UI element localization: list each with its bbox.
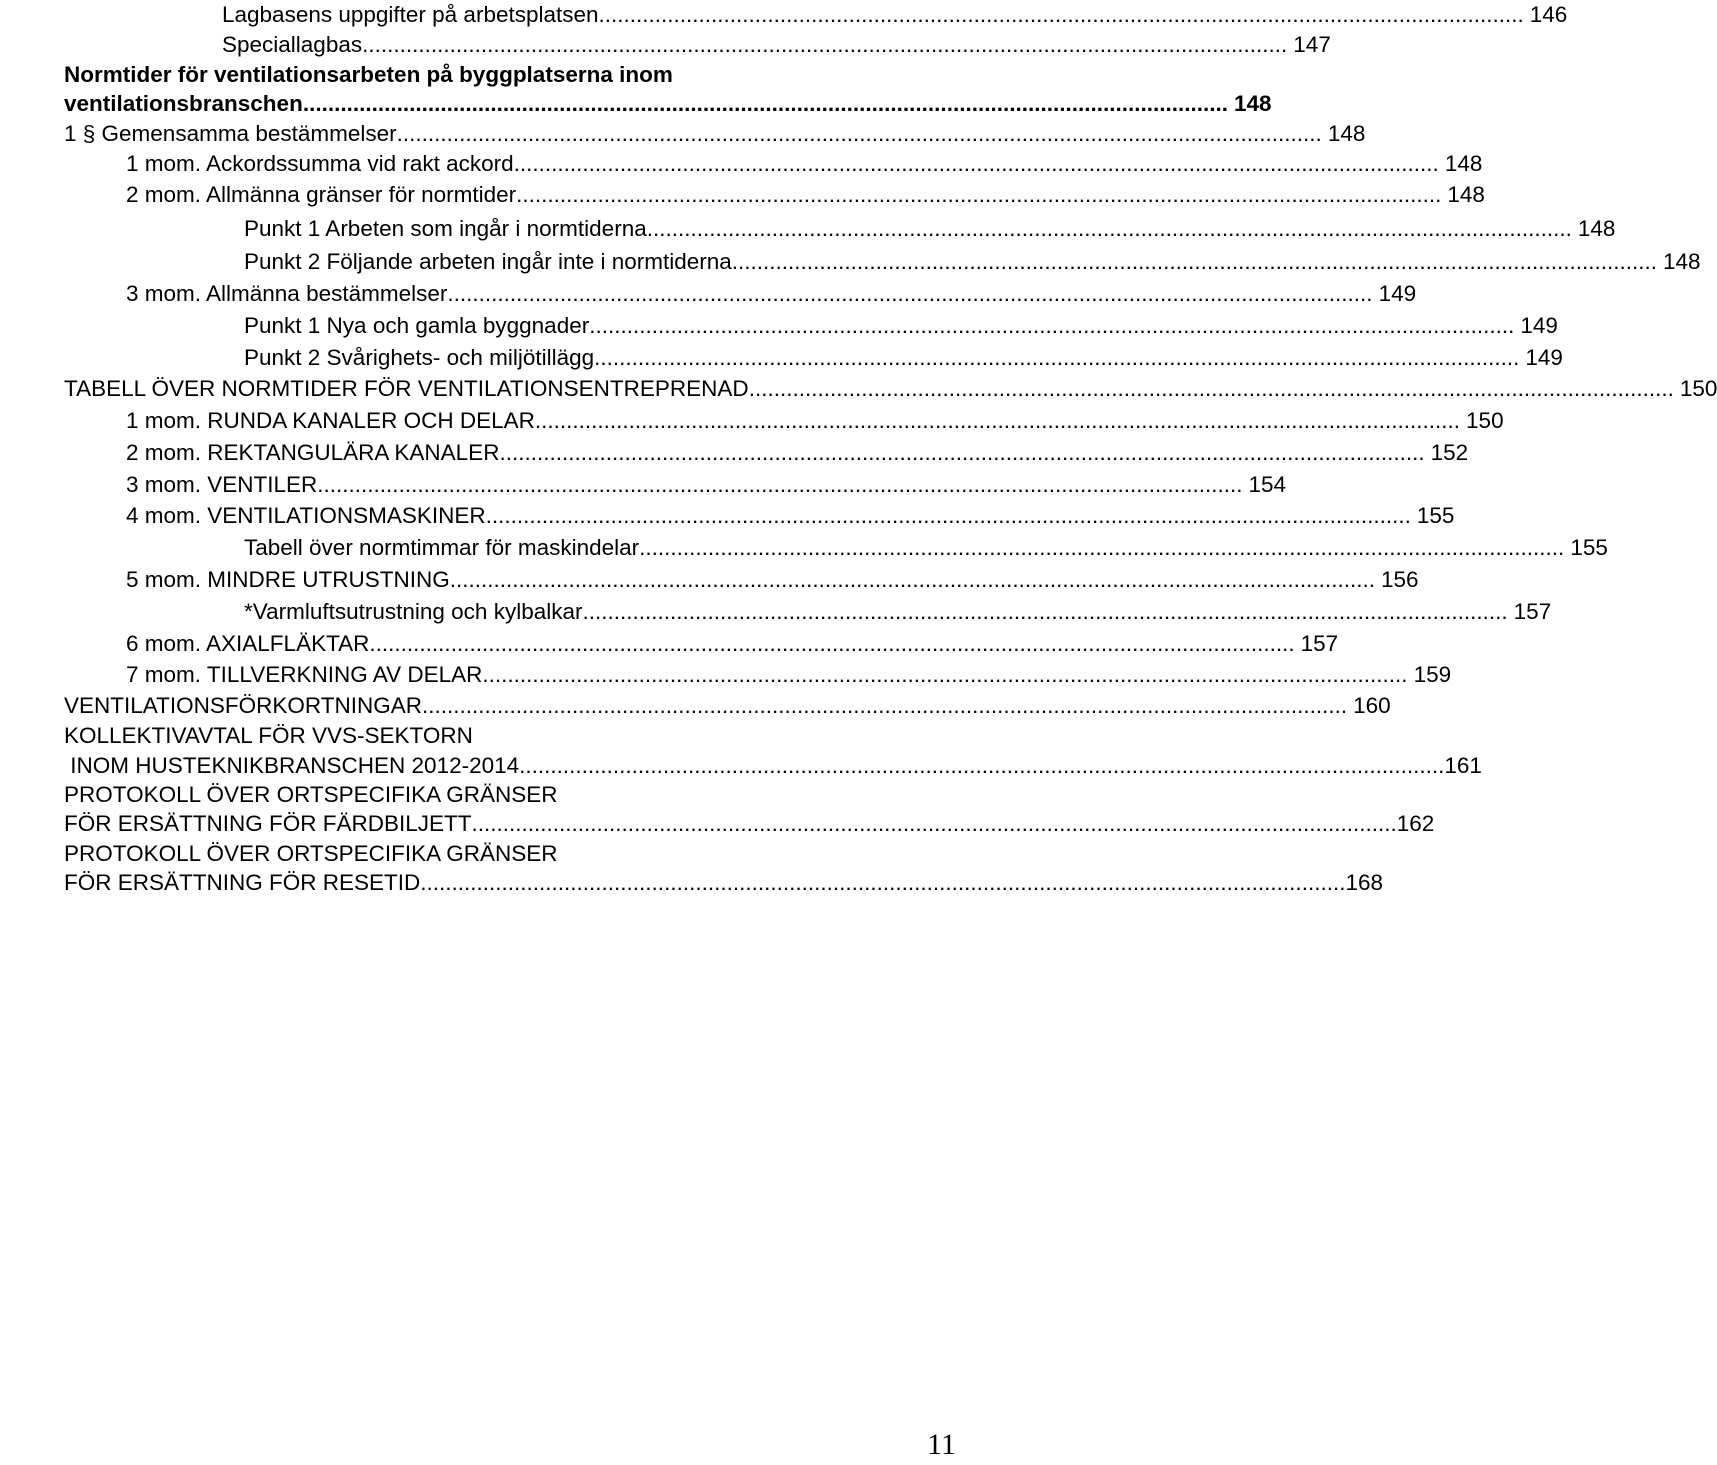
dot-leader: .................................................................................................................................................... xyxy=(639,535,1565,560)
toc-heading-text: PROTOKOLL ÖVER ORTSPECIFIKA GRÄNSER xyxy=(64,841,558,866)
toc-entry-page: 148 xyxy=(1327,121,1366,146)
toc-entry[interactable] xyxy=(0,691,1391,721)
toc-entry-page: 148 xyxy=(1444,151,1483,176)
dot-leader: .................................................................................................................................................... xyxy=(369,631,1295,656)
toc-entry-title: 4 mom. VENTILATIONSMASKINER xyxy=(126,503,486,528)
toc-entry-title: 1 § Gemensamma bestämmelser xyxy=(64,121,397,146)
toc-entry[interactable] xyxy=(0,565,1419,595)
toc-entry[interactable] xyxy=(0,438,1469,468)
toc-entry-title: Punkt 2 Svårighets- och miljötillägg xyxy=(244,345,595,370)
toc-entry[interactable] xyxy=(0,406,1504,436)
toc-entry-page: 157 xyxy=(1300,631,1339,656)
toc-entry-page: 155 xyxy=(1570,535,1608,560)
toc-heading-text: Normtider för ventilationsarbeten på byggplatserna inom xyxy=(64,62,673,87)
toc-entry[interactable] xyxy=(0,809,1435,839)
toc-entry-title: Lagbasens uppgifter på arbetsplatsen xyxy=(222,2,599,27)
dot-leader: .................................................................................................................................................... xyxy=(582,599,1508,624)
toc-entry-title: TABELL ÖVER NORMTIDER FÖR VENTILATIONSENTREPRENAD xyxy=(64,376,749,401)
toc-entry-page: 150 xyxy=(1679,376,1717,401)
toc-entry-page: 160 xyxy=(1353,693,1391,718)
toc-entry[interactable] xyxy=(0,533,1608,563)
dot-leader: .................................................................................................................................................... xyxy=(317,472,1243,497)
toc-entry[interactable] xyxy=(0,89,1272,119)
toc-heading xyxy=(0,839,960,869)
toc-entry-page: 147 xyxy=(1293,32,1331,57)
dot-leader: .................................................................................................................................................... xyxy=(513,151,1439,176)
page-number: 11 xyxy=(927,1428,956,1461)
toc-entry-page: 149 xyxy=(1525,345,1563,370)
toc-entry-page: 150 xyxy=(1466,408,1504,433)
toc-entry[interactable] xyxy=(0,279,1417,309)
toc-entry-title: 2 mom. REKTANGULÄRA KANALER xyxy=(126,440,500,465)
toc-heading xyxy=(0,780,960,810)
toc-entry[interactable] xyxy=(0,374,1717,404)
toc-entry-title: FÖR ERSÄTTNING FÖR RESETID xyxy=(64,870,421,895)
toc-entry-page: 156 xyxy=(1380,567,1419,592)
toc-entry[interactable] xyxy=(0,149,1483,179)
toc-entry-page: 148 xyxy=(1662,249,1701,274)
toc-entry[interactable] xyxy=(0,501,1455,531)
dot-leader: .................................................................................................................................................... xyxy=(421,693,1348,718)
dot-leader: .................................................................................................................................................... xyxy=(598,2,1524,27)
toc-entry-page: 157 xyxy=(1513,599,1552,624)
toc-entry-page: 148 xyxy=(1234,91,1272,116)
toc-entry[interactable] xyxy=(0,597,1552,627)
toc-entry[interactable] xyxy=(0,311,1558,341)
toc-entry-title: Punkt 2 Följande arbeten ingår inte i normtiderna xyxy=(244,249,732,274)
toc-entry-title: VENTILATIONSFÖRKORTNINGAR xyxy=(64,693,422,718)
toc-entry-title: 6 mom. AXIALFLÄKTAR xyxy=(126,631,370,656)
toc-entry-title: 1 mom. RUNDA KANALER OCH DELAR xyxy=(126,408,535,433)
dot-leader: .................................................................................................................................................... xyxy=(485,503,1411,528)
dot-leader: .................................................................................................................................................... xyxy=(519,753,1445,778)
toc-entry-page: 155 xyxy=(1416,503,1455,528)
toc-entry-page: 146 xyxy=(1529,2,1568,27)
toc-entry[interactable] xyxy=(0,751,1482,781)
toc-entry[interactable] xyxy=(0,470,1287,500)
dot-leader: .................................................................................................................................................... xyxy=(594,345,1520,370)
dot-leader: .................................................................................................................................................... xyxy=(471,811,1397,836)
toc-heading xyxy=(0,60,960,90)
toc-entry-title: Speciallagbas xyxy=(222,32,363,57)
toc-entry[interactable] xyxy=(0,119,1366,149)
toc-heading-text: PROTOKOLL ÖVER ORTSPECIFIKA GRÄNSER xyxy=(64,782,558,807)
toc-entry-title: Punkt 1 Nya och gamla byggnader xyxy=(244,313,590,338)
toc-entry-page: 168 xyxy=(1345,870,1383,895)
dot-leader: .................................................................................................................................................... xyxy=(482,662,1408,687)
dot-leader: .................................................................................................................................................... xyxy=(449,567,1375,592)
toc-entry[interactable] xyxy=(0,343,1563,373)
toc-entry-page: 149 xyxy=(1520,313,1558,338)
dot-leader: .................................................................................................................................................... xyxy=(589,313,1515,338)
toc-entry[interactable] xyxy=(0,214,1616,244)
toc-entry-page: 148 xyxy=(1577,216,1616,241)
toc-entry-title: 2 mom. Allmänna gränser för normtider xyxy=(126,182,517,207)
dot-leader: .................................................................................................................................................... xyxy=(362,32,1288,57)
toc-entry-title: ventilationsbranschen xyxy=(64,91,303,116)
toc-heading xyxy=(0,721,960,751)
toc-entry[interactable] xyxy=(0,868,1383,898)
toc-entry[interactable] xyxy=(0,30,1331,60)
toc-entry[interactable] xyxy=(0,247,1701,277)
dot-leader: .................................................................................................................................................... xyxy=(731,249,1657,274)
toc-entry-page: 152 xyxy=(1430,440,1469,465)
dot-leader: .................................................................................................................................................... xyxy=(447,281,1373,306)
dot-leader: .................................................................................................................................................... xyxy=(646,216,1572,241)
dot-leader: .................................................................................................................................................... xyxy=(396,121,1322,146)
toc-entry[interactable] xyxy=(0,660,1452,690)
toc-entry-title: 1 mom. Ackordssumma vid rakt ackord xyxy=(126,151,514,176)
toc-entry-title: 7 mom. TILLVERKNING AV DELAR xyxy=(126,662,483,687)
toc-entry-title: INOM HUSTEKNIKBRANSCHEN 2012-2014 xyxy=(64,753,520,778)
toc-entry[interactable] xyxy=(0,0,1568,30)
toc-entry-page: 148 xyxy=(1447,182,1485,207)
dot-leader: .................................................................................................................................................... xyxy=(534,408,1461,433)
toc-entry-title: FÖR ERSÄTTNING FÖR FÄRDBILJETT xyxy=(64,811,472,836)
toc-entry-page: 149 xyxy=(1378,281,1417,306)
toc-entry-page: 162 xyxy=(1396,811,1435,836)
toc-entry-title: 3 mom. Allmänna bestämmelser xyxy=(126,281,448,306)
toc-entry[interactable] xyxy=(0,180,1485,210)
toc-entry-title: 5 mom. MINDRE UTRUSTNING xyxy=(126,567,450,592)
dot-leader: .................................................................................................................................................... xyxy=(499,440,1425,465)
toc-entry-page: 161 xyxy=(1444,753,1482,778)
toc-entry-page: 154 xyxy=(1248,472,1287,497)
toc-entry-title: Tabell över normtimmar för maskindelar xyxy=(244,535,640,560)
toc-entry-page: 159 xyxy=(1413,662,1452,687)
dot-leader: .................................................................................................................................................... xyxy=(302,91,1228,116)
dot-leader: .................................................................................................................................................... xyxy=(748,376,1674,401)
toc-entry[interactable] xyxy=(0,629,1339,659)
toc-entry-title: 3 mom. VENTILER xyxy=(126,472,318,497)
dot-leader: .................................................................................................................................................... xyxy=(516,182,1442,207)
toc-entry-title: *Varmluftsutrustning och kylbalkar xyxy=(244,599,583,624)
dot-leader: .................................................................................................................................................... xyxy=(420,870,1346,895)
toc-entry-title: Punkt 1 Arbeten som ingår i normtiderna xyxy=(244,216,647,241)
toc-heading-text: KOLLEKTIVAVTAL FÖR VVS-SEKTORN xyxy=(64,723,473,748)
